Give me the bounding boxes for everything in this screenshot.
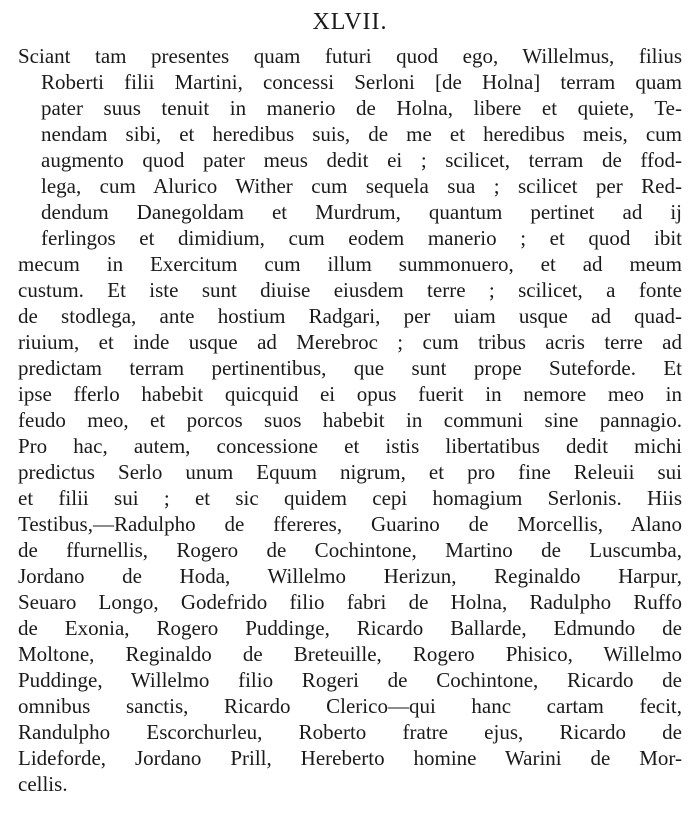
text-line: predictam terram pertinentibus, que sunt prope Suteforde. Et	[18, 356, 682, 380]
text-line: Puddinge, Willelmo filio Rogeri de Cochintone, Ricardo de	[18, 668, 682, 692]
text-line: feudo meo, et porcos suos habebit in communi sine pannagio.	[18, 408, 682, 432]
text-line: Moltone, Reginaldo de Breteuille, Rogero Phisico, Willelmo	[18, 642, 682, 666]
text-line: riuium, et inde usque ad Merebroc ; cum tribus acris terre ad	[18, 330, 682, 354]
text-line: Jordano de Hoda, Willelmo Herizun, Reginaldo Harpur,	[18, 564, 682, 588]
text-line: nendam sibi, et heredibus suis, de me et heredibus meis, cum	[41, 122, 682, 146]
text-line: Pro hac, autem, concessione et istis libertatibus dedit michi	[18, 434, 682, 458]
text-line-last: cellis.	[18, 772, 68, 796]
text-line: de ffurnellis, Rogero de Cochintone, Martino de Luscumba,	[18, 538, 682, 562]
text-line: Randulpho Escorchurleu, Roberto fratre ejus, Ricardo de	[18, 720, 682, 744]
text-line: predictus Serlo unum Equum nigrum, et pro fine Releuii sui	[18, 460, 682, 484]
text-line: ferlingos et dimidium, cum eodem manerio ; et quod ibit	[41, 226, 682, 250]
text-line: omnibus sanctis, Ricardo Clerico—qui hanc cartam fecit,	[18, 694, 682, 718]
text-line: custum. Et iste sunt diuise eiusdem terre ; scilicet, a fonte	[18, 278, 682, 302]
text-line: augmento quod pater meus dedit ei ; scilicet, terram de ffod-	[41, 148, 682, 172]
charter-number-heading: XLVII.	[312, 9, 388, 35]
text-line: et filii sui ; et sic quidem cepi homagium Serlonis. Hiis	[18, 486, 682, 510]
text-line: pater suus tenuit in manerio de Holna, libere et quiete, Te-	[41, 96, 682, 120]
text-line: dendum Danegoldam et Murdrum, quantum pertinet ad ij	[41, 200, 682, 224]
text-line: de stodlega, ante hostium Radgari, per uiam usque ad quad-	[18, 304, 682, 328]
text-line: lega, cum Alurico Wither cum sequela sua ; scilicet per Red-	[41, 174, 682, 198]
text-line: ipse fferlo habebit quicquid ei opus fuerit in nemore meo in	[18, 382, 682, 406]
text-line: Lideforde, Jordano Prill, Hereberto homine Warini de Mor-	[18, 746, 682, 770]
text-line: Roberti filii Martini, concessi Serloni [de Holna] terram quam	[41, 70, 682, 94]
text-line: Sciant tam presentes quam futuri quod ego, Willelmus, filius	[18, 44, 682, 68]
text-line: de Exonia, Rogero Puddinge, Ricardo Ballarde, Edmundo de	[18, 616, 682, 640]
text-line: mecum in Exercitum cum illum summonuero, et ad meum	[18, 252, 682, 276]
text-line: Testibus,—Radulpho de ffereres, Guarino de Morcellis, Alano	[18, 512, 682, 536]
text-line: Seuaro Longo, Godefrido filio fabri de Holna, Radulpho Ruffo	[18, 590, 682, 614]
